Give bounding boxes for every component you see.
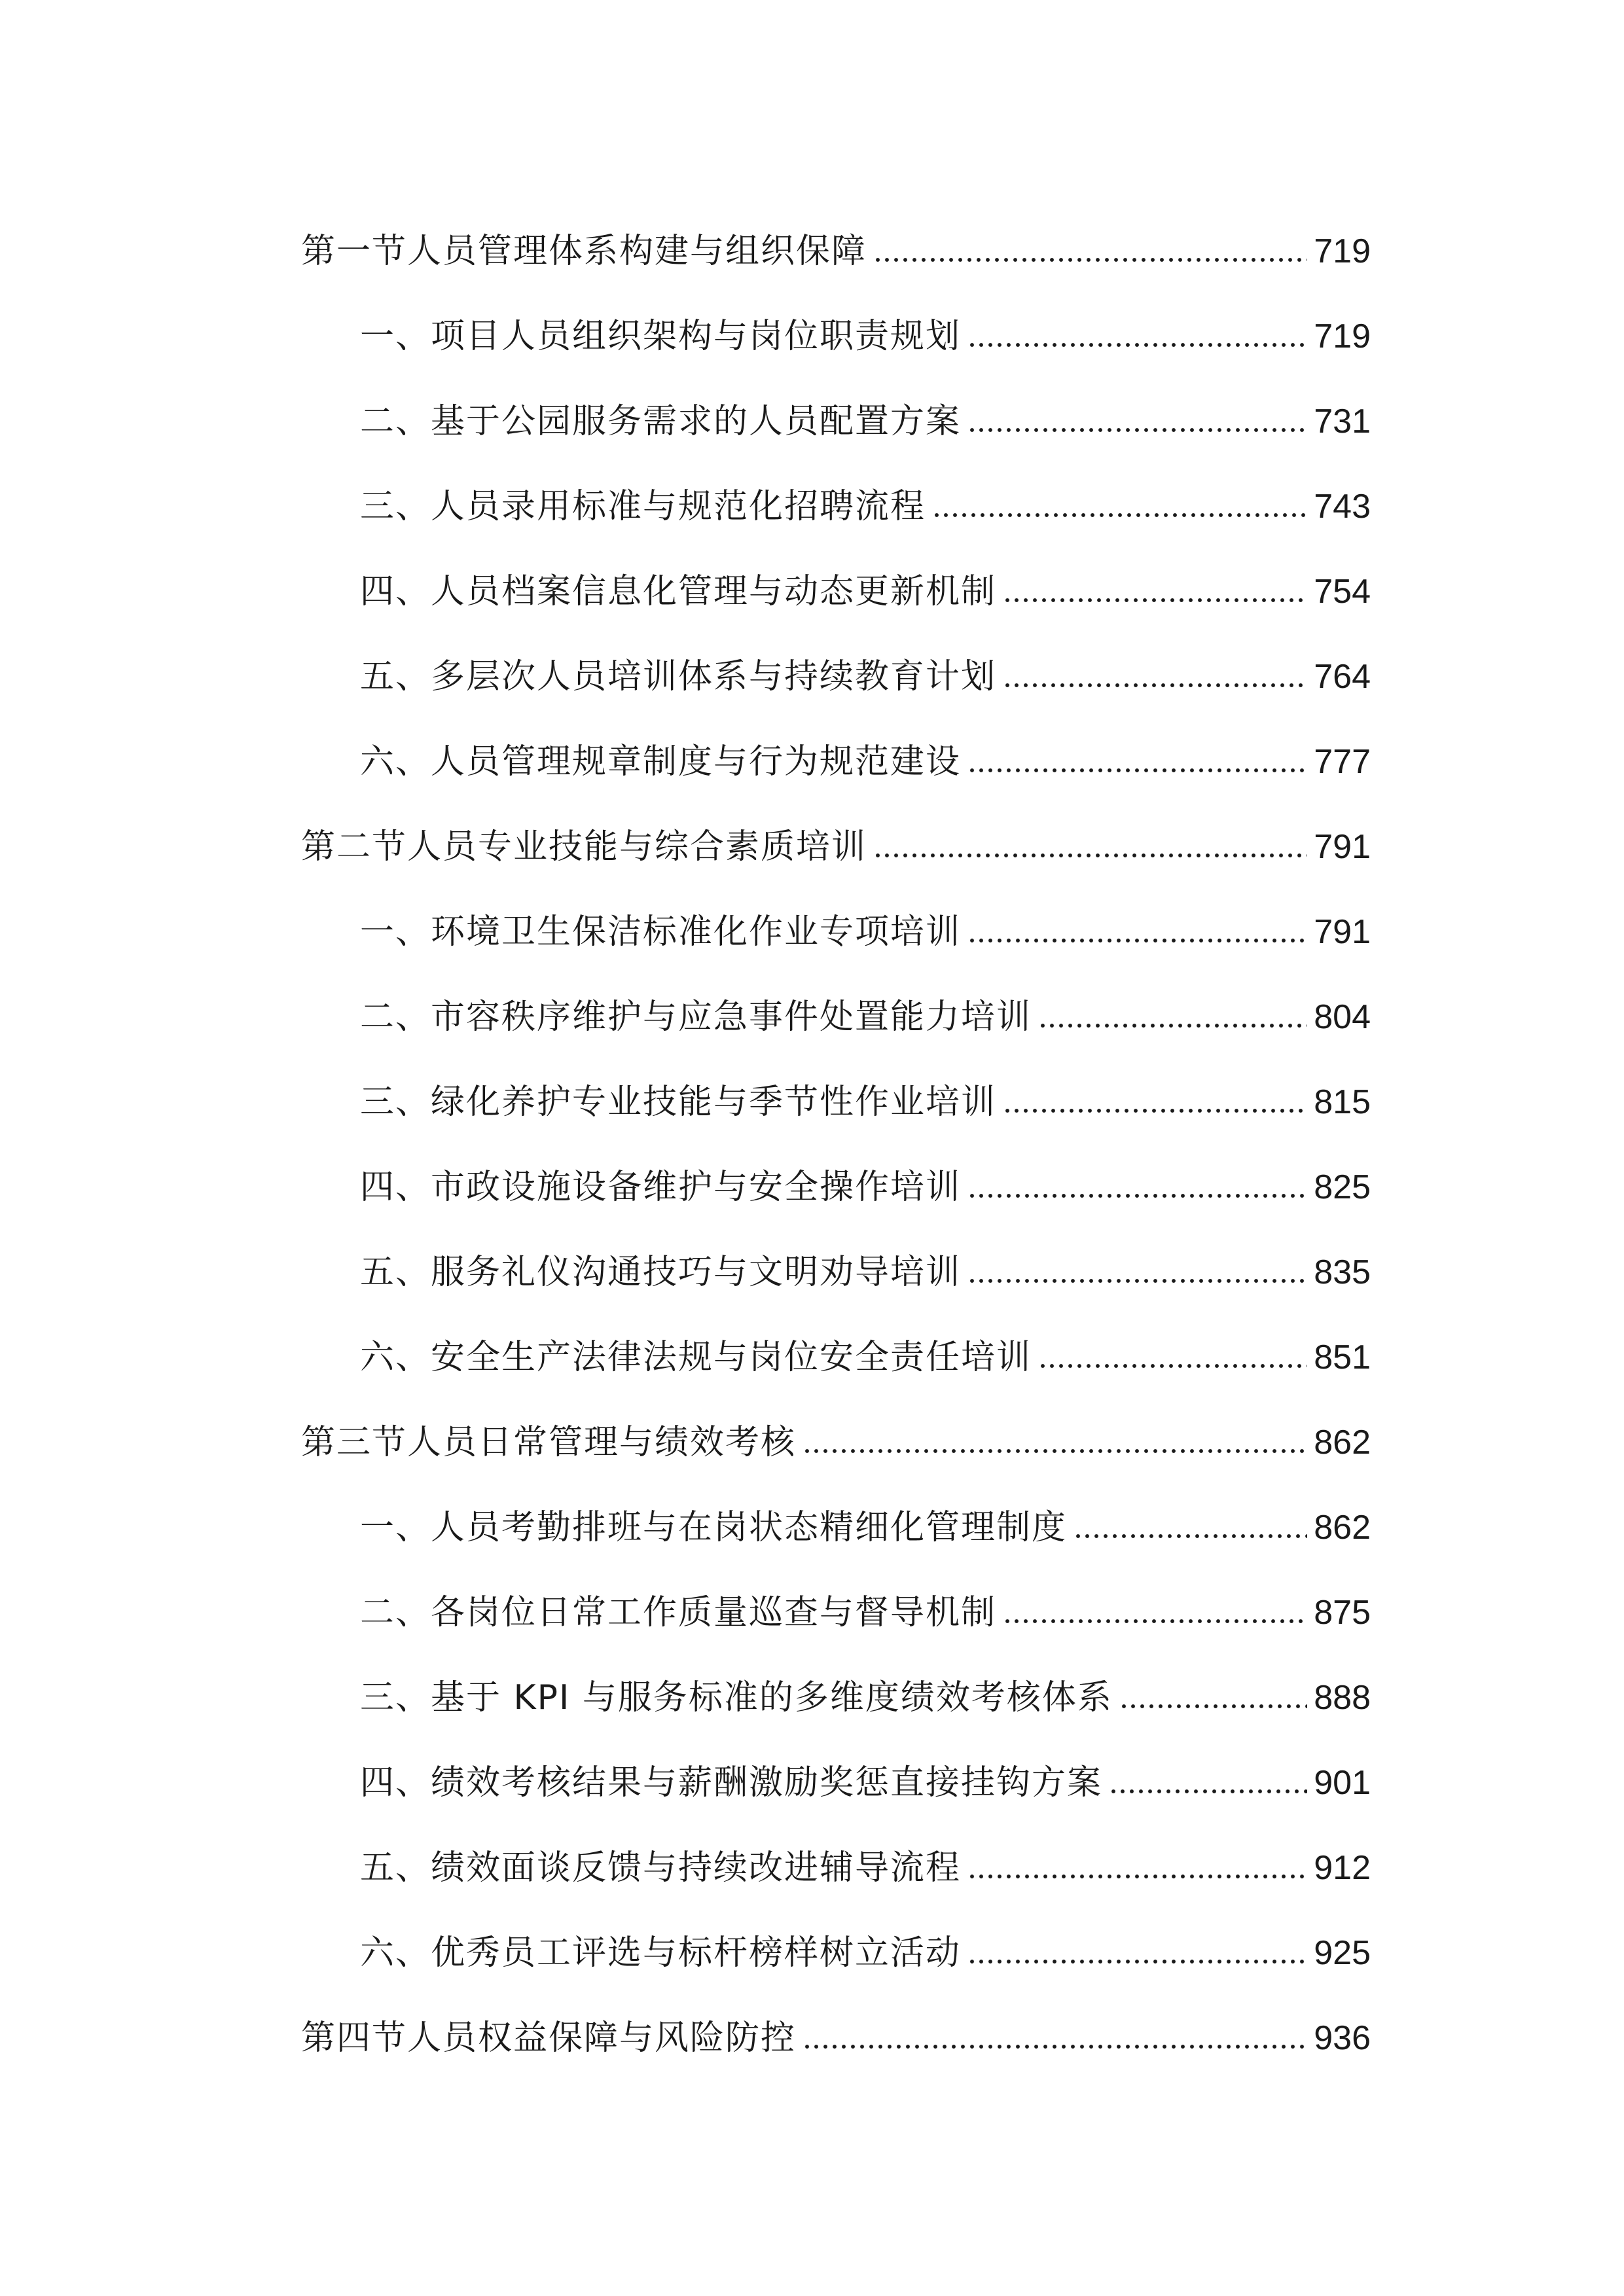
toc-entry-page-number: 719	[1314, 232, 1371, 270]
toc-entry-subsection[interactable]	[360, 1316, 1371, 1377]
toc-dot-leader	[967, 428, 1307, 432]
toc-dot-leader	[1003, 683, 1307, 687]
toc-dot-leader	[967, 939, 1307, 942]
toc-entry-page-number: 731	[1314, 403, 1371, 440]
toc-entry-subsection[interactable]	[360, 1145, 1371, 1207]
toc-entry-subsection[interactable]	[360, 1230, 1371, 1292]
toc-entry-page-number: 825	[1314, 1168, 1371, 1206]
toc-entry-page-number: 835	[1314, 1253, 1371, 1291]
toc-entry-page-number: 764	[1314, 658, 1371, 696]
toc-entry-page-number: 925	[1314, 1934, 1371, 1972]
toc-entry-page-number: 851	[1314, 1338, 1371, 1376]
toc-entry-page-number: 901	[1314, 1764, 1371, 1802]
toc-dot-leader	[967, 1874, 1307, 1878]
toc-entry-title: 一、环境卫生保洁标准化作业专项培训	[360, 912, 962, 952]
toc-entry-title: 二、各岗位日常工作质量巡查与督导机制	[360, 1593, 997, 1632]
toc-entry-page-number: 804	[1314, 998, 1371, 1036]
toc-entry-title: 第二节人员专业技能与综合素质培训	[301, 827, 867, 867]
toc-dot-leader	[932, 513, 1307, 517]
toc-entry-section-2[interactable]	[301, 805, 1371, 867]
toc-dot-leader	[873, 853, 1307, 857]
toc-entry-title: 六、人员管理规章制度与行为规范建设	[360, 742, 962, 781]
toc-entry-subsection[interactable]	[360, 380, 1371, 439]
toc-entry-title: 五、多层次人员培训体系与持续教育计划	[360, 657, 997, 696]
toc-entry-title: 四、人员档案信息化管理与动态更新机制	[360, 572, 997, 611]
toc-entry-title: 五、绩效面谈反馈与持续改进辅导流程	[360, 1848, 962, 1888]
toc-entry-page-number: 875	[1314, 1594, 1371, 1632]
toc-entry-page-number: 888	[1314, 1679, 1371, 1717]
toc-entry-title: 三、绿化养护专业技能与季节性作业培训	[360, 1083, 997, 1122]
toc-entry-page-number: 777	[1314, 743, 1371, 781]
toc-dot-leader	[967, 1194, 1307, 1198]
toc-dot-leader	[1003, 598, 1307, 602]
toc-entry-title: 六、安全生产法律法规与岗位安全责任培训	[360, 1338, 1032, 1377]
toc-entry-title: 六、优秀员工评选与标杆榜样树立活动	[360, 1933, 962, 1973]
toc-entry-subsection[interactable]	[360, 1826, 1371, 1888]
toc-entry-page-number: 743	[1314, 488, 1371, 526]
toc-entry-subsection[interactable]	[360, 1486, 1371, 1545]
toc-entry-title: 三、人员录用标准与规范化招聘流程	[360, 487, 926, 526]
toc-entry-title: 五、服务礼仪沟通技巧与文明劝导培训	[360, 1253, 962, 1292]
toc-dot-leader	[1038, 1024, 1307, 1028]
toc-entry-title: 四、市政设施设备维护与安全操作培训	[360, 1168, 962, 1207]
toc-entry-title: 二、基于公园服务需求的人员配置方案	[360, 402, 962, 441]
toc-entry-subsection[interactable]	[360, 890, 1371, 952]
toc-dot-leader	[803, 1449, 1307, 1453]
toc-dot-leader	[1109, 1789, 1307, 1793]
toc-entry-subsection[interactable]	[360, 465, 1371, 524]
toc-entry-subsection[interactable]	[360, 1911, 1371, 1973]
toc-entry-title: 第三节人员日常管理与绩效考核	[301, 1423, 797, 1462]
toc-entry-subsection[interactable]	[360, 295, 1371, 356]
toc-entry-page-number: 815	[1314, 1083, 1371, 1121]
toc-entry-page-number: 862	[1314, 1509, 1371, 1547]
toc-entry-page-number: 912	[1314, 1849, 1371, 1887]
toc-entry-page-number: 936	[1314, 2019, 1371, 2057]
toc-dot-leader	[967, 343, 1307, 347]
toc-dot-leader	[967, 1960, 1307, 1964]
toc-dot-leader	[803, 2045, 1307, 2049]
toc-entry-title: 第四节人员权益保障与风险防控	[301, 2018, 797, 2058]
toc-dot-leader	[967, 768, 1307, 772]
toc-entry-title: 第一节人员管理体系构建与组织保障	[301, 232, 867, 271]
toc-dot-leader	[1074, 1534, 1307, 1538]
toc-entry-section-3[interactable]	[301, 1401, 1371, 1460]
toc-entry-title: 四、绩效考核结果与薪酬激励奖惩直接挂钩方案	[360, 1763, 1103, 1803]
toc-dot-leader	[1003, 1619, 1307, 1623]
toc-dot-leader	[967, 1279, 1307, 1283]
toc-entry-title: 三、基于 KPI 与服务标准的多维度绩效考核体系	[360, 1678, 1113, 1717]
toc-entry-subsection[interactable]	[360, 1656, 1371, 1715]
toc-entry-subsection[interactable]	[360, 635, 1371, 694]
toc-dot-leader	[1003, 1109, 1307, 1113]
toc-entry-subsection[interactable]	[360, 1060, 1371, 1122]
toc-entry-page-number: 754	[1314, 573, 1371, 611]
toc-entry-page-number: 791	[1314, 913, 1371, 951]
toc-entry-section-4[interactable]	[301, 1996, 1371, 2058]
toc-dot-leader	[873, 258, 1307, 262]
toc-entry-subsection[interactable]	[360, 975, 1371, 1037]
toc-entry-subsection[interactable]	[360, 550, 1371, 609]
toc-entry-subsection[interactable]	[360, 1571, 1371, 1630]
toc-dot-leader	[1038, 1364, 1307, 1368]
toc-dot-leader	[1119, 1704, 1307, 1708]
toc-entry-title: 一、人员考勤排班与在岗状态精细化管理制度	[360, 1508, 1068, 1547]
toc-entry-page-number: 862	[1314, 1424, 1371, 1462]
toc-entry-section-1[interactable]	[301, 209, 1371, 271]
toc-entry-page-number: 719	[1314, 317, 1371, 355]
toc-entry-page-number: 791	[1314, 828, 1371, 866]
toc-entry-subsection[interactable]	[360, 1741, 1371, 1803]
toc-entry-subsection[interactable]	[360, 720, 1371, 779]
toc-entry-title: 一、项目人员组织架构与岗位职责规划	[360, 317, 962, 356]
toc-entry-title: 二、市容秩序维护与应急事件处置能力培训	[360, 997, 1032, 1037]
